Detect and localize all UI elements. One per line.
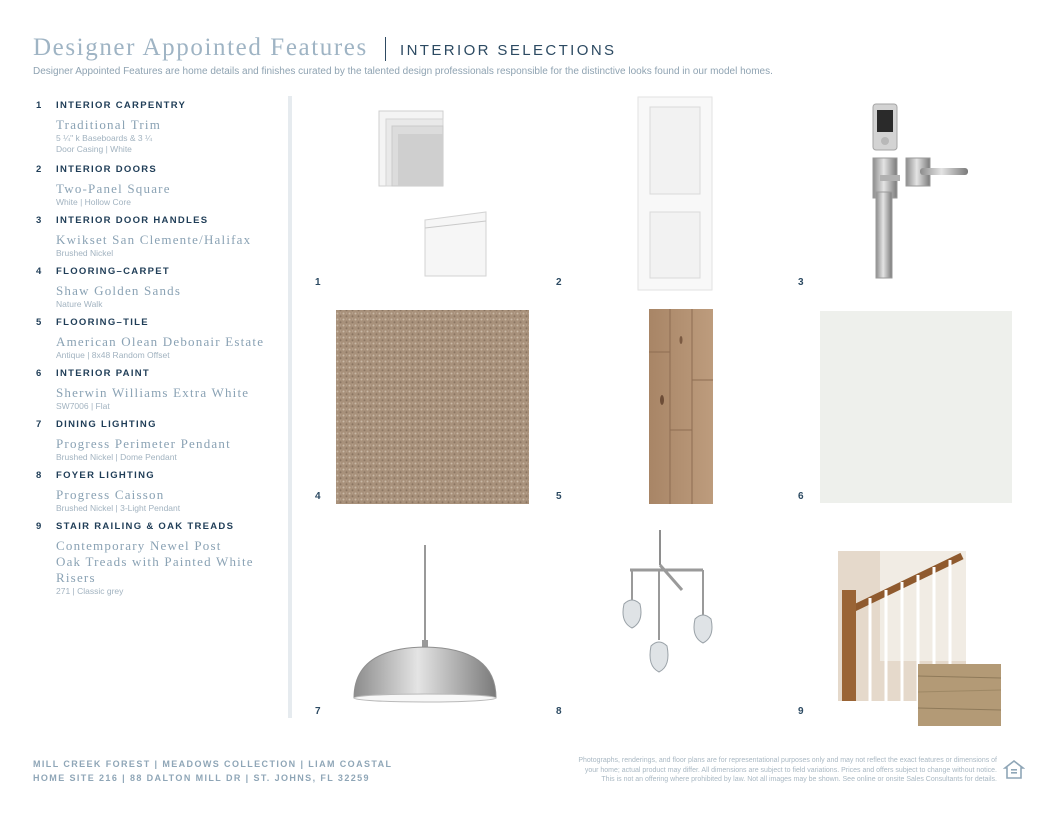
selection-detail: Door Casing | White xyxy=(56,144,132,154)
tile-swatch-image xyxy=(649,309,713,504)
selection-product: Traditional Trim xyxy=(56,117,162,132)
swatch-label: 1 xyxy=(315,277,321,288)
selection-category: INTERIOR DOOR HANDLES xyxy=(56,215,209,226)
selection-number: 3 xyxy=(36,215,43,226)
trim-swatch-image xyxy=(379,111,486,276)
swatch-label: 4 xyxy=(315,491,321,502)
selection-number: 5 xyxy=(36,317,43,328)
selection-detail: 5 ¼" k Baseboards & 3 ¼ xyxy=(56,133,153,143)
swatch-label: 7 xyxy=(315,706,321,717)
selection-detail: Brushed Nickel | Dome Pendant xyxy=(56,452,177,462)
selection-detail: 271 | Classic grey xyxy=(56,586,124,596)
disclaimer-line: This is not an offering where prohibited by law. Not all images may be shown. See online or onsite Sales Consultants for details. xyxy=(601,776,997,784)
selection-product: American Olean Debonair Estate xyxy=(56,334,265,349)
swatch-label: 8 xyxy=(556,706,562,717)
selection-category: INTERIOR PAINT xyxy=(56,368,151,379)
legal-disclaimer xyxy=(470,756,997,785)
door-swatch-image xyxy=(638,97,712,290)
selection-category: FOYER LIGHTING xyxy=(56,470,155,481)
selection-product: Oak Treads with Painted White xyxy=(56,554,254,569)
selection-detail: Brushed Nickel | 3-Light Pendant xyxy=(56,503,181,513)
selection-number: 4 xyxy=(36,266,43,277)
selection-detail: White | Hollow Core xyxy=(56,197,131,207)
stair-railing-swatch-image xyxy=(838,551,1001,726)
caisson-pendant-swatch-image xyxy=(623,530,712,672)
selection-product: Risers xyxy=(56,570,96,585)
selection-number: 8 xyxy=(36,470,43,481)
disclaimer-line: your home; actual product may differ. All dimensions are subject to field variations. Prices and offers subject to change without notice. xyxy=(584,766,997,774)
selection-detail: SW7006 | Flat xyxy=(56,401,110,411)
intro-text: Designer Appointed Features are home details and finishes curated by the talented design professionals responsible for the distinctive looks found in our model homes. xyxy=(33,66,773,77)
selection-number: 2 xyxy=(36,164,43,175)
selection-category: STAIR RAILING & OAK TREADS xyxy=(56,521,235,532)
door-handle-swatch-image xyxy=(873,104,968,278)
disclaimer-line: Photographs, renderings, and floor plans are for representational purposes only and may not reflect the exact features or dimensions of xyxy=(578,757,997,764)
selection-category: DINING LIGHTING xyxy=(56,419,157,430)
selection-number: 7 xyxy=(36,419,43,430)
footer-address: HOME SITE 216 | 88 DALTON MILL DR | ST. JOHNS, FL 32259 xyxy=(33,773,370,783)
selection-product: Shaw Golden Sands xyxy=(56,283,182,298)
footer-community: MILL CREEK FOREST | MEADOWS COLLECTION | LIAM COASTAL xyxy=(33,759,393,769)
selection-category: INTERIOR CARPENTRY xyxy=(56,100,187,111)
selection-category: FLOORING–CARPET xyxy=(56,266,170,277)
swatch-label: 3 xyxy=(798,277,804,288)
selection-category: FLOORING–TILE xyxy=(56,317,149,328)
swatch-label: 6 xyxy=(798,491,804,502)
selection-number: 9 xyxy=(36,521,43,532)
selection-product: Progress Caisson xyxy=(56,487,165,502)
selection-product: Sherwin Williams Extra White xyxy=(56,385,250,400)
page-subtitle: INTERIOR SELECTIONS xyxy=(400,42,617,59)
swatch-label: 9 xyxy=(798,706,804,717)
selection-category: INTERIOR DOORS xyxy=(56,164,158,175)
selection-product: Contemporary Newel Post xyxy=(56,538,222,553)
dome-pendant-swatch-image xyxy=(354,545,496,702)
selection-detail: Brushed Nickel xyxy=(56,248,114,258)
swatch-label: 2 xyxy=(556,277,562,288)
selection-number: 1 xyxy=(36,100,43,111)
page-title: Designer Appointed Features xyxy=(33,34,368,61)
selection-product: Kwikset San Clemente/Halifax xyxy=(56,232,252,247)
swatch-label: 5 xyxy=(556,491,562,502)
equal-housing-opportunity-icon xyxy=(1003,758,1025,780)
selection-product: Two-Panel Square xyxy=(56,181,171,196)
selection-number: 6 xyxy=(36,368,43,379)
selection-product: Progress Perimeter Pendant xyxy=(56,436,231,451)
paint-swatch-image xyxy=(820,311,1012,503)
selection-detail: Antique | 8x48 Random Offset xyxy=(56,350,170,360)
carpet-swatch-image xyxy=(336,310,529,504)
selection-detail: Nature Walk xyxy=(56,299,103,309)
